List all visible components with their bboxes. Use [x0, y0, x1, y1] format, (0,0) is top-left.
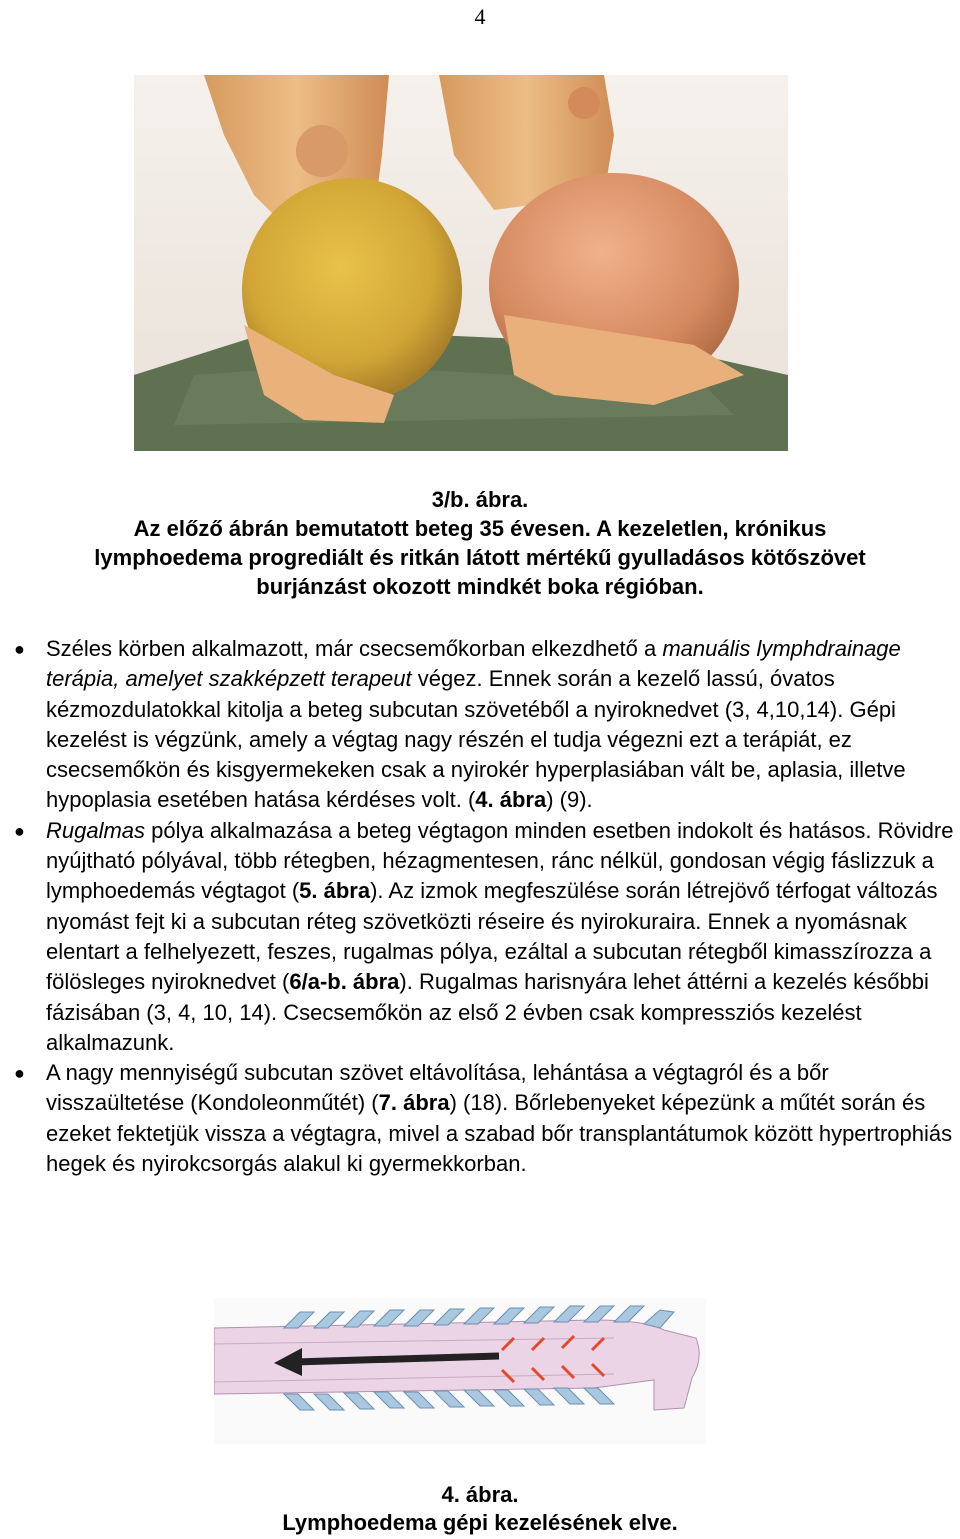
figure-3b-caption	[0, 485, 960, 601]
figure-3b-caption-line: burjánzást okozott mindkét boka régióban.	[256, 574, 704, 599]
page-number: 4	[474, 4, 486, 29]
figure-3b-label: 3/b. ábra.	[431, 487, 529, 512]
treatment-list	[14, 634, 958, 1179]
figure-4-title: Lymphoedema gépi kezelésének elve.	[282, 1510, 678, 1535]
bullet-icon: ●	[14, 1063, 25, 1084]
list-item-surgery: ● A nagy mennyiségű subcutan szövet eltávolítása, lehántása a végtagról és a bőr visszaültetése (Kondoleonműtét) (7. ábra) (18). Bőrlebenyeket képezünk a műtét során és ezeket fektetjük vissza a végtagra, mivel a szabad bőr transplantátumok között hypertrophiás hegek és nyirokcsorgás alakul ki gyermekkorban.	[14, 1060, 953, 1177]
diagram-mechanical-compression	[214, 1298, 706, 1444]
list-item-elastic-bandage: ● Rugalmas pólya alkalmazása a beteg végtagon minden esetben indokolt és hatásos. Rövidre nyújtható pólyával, több rétegben, hézagmentesen, ránc nélkül, gondosan végig fáslizzuk a lymphoedemás végtagot (5. ábra). Az izmok megfeszülése során létrejövő térfogat változás nyomást fejt ki a subcutan réteg szövetközti réseire és nyirokuraira. Ennek a nyomásnak elentart a felhelyezett, feszes, rugalmas pólya, ezáltal a subcutan rétegből kimasszírozza a fölösleges nyiroknedvet (6/a-b. ábra). Rugalmas harisnyára lehet áttérni a kezelés későbbi fázisában (3, 4, 10, 14). Csecsemőkön az első 2 évben csak kompressziós kezelést alkalmazunk.	[14, 817, 954, 1055]
figure-4-label: 4. ábra.	[441, 1482, 519, 1507]
photo-lymphoedema-legs	[134, 75, 788, 451]
bullet-icon: ●	[14, 820, 25, 841]
figure-3b-caption-line: Az előző ábrán bemutatott beteg 35 évesen. A kezeletlen, krónikus	[133, 516, 827, 541]
figure-3b-caption-line: lymphoedema progrediált és ritkán látott mértékű gyulladásos kötőszövet	[94, 545, 866, 570]
list-item-manual-drainage: ● Széles körben alkalmazott, már csecsemőkorban elkezdhető a manuális lymphdrainage terápia, amelyet szakképzett terapeut végez. Ennek során a kezelő lassú, óvatos kézmozdulatokkal kitolja a beteg subcutan szövetéből a nyiroknedvet (3, 4,10,14). Gépi kezelést is végzünk, amely a végtag nagy részén el tudja végezni ezt a terápiát, ez csecsemőkön és kisgyermekeken csak a nyirokér hyperplasiában vált be, aplasia, illetve hypoplasia esetében hatása kérdéses volt. (4. ábra) (9).	[14, 636, 906, 813]
bullet-icon: ●	[14, 639, 25, 659]
